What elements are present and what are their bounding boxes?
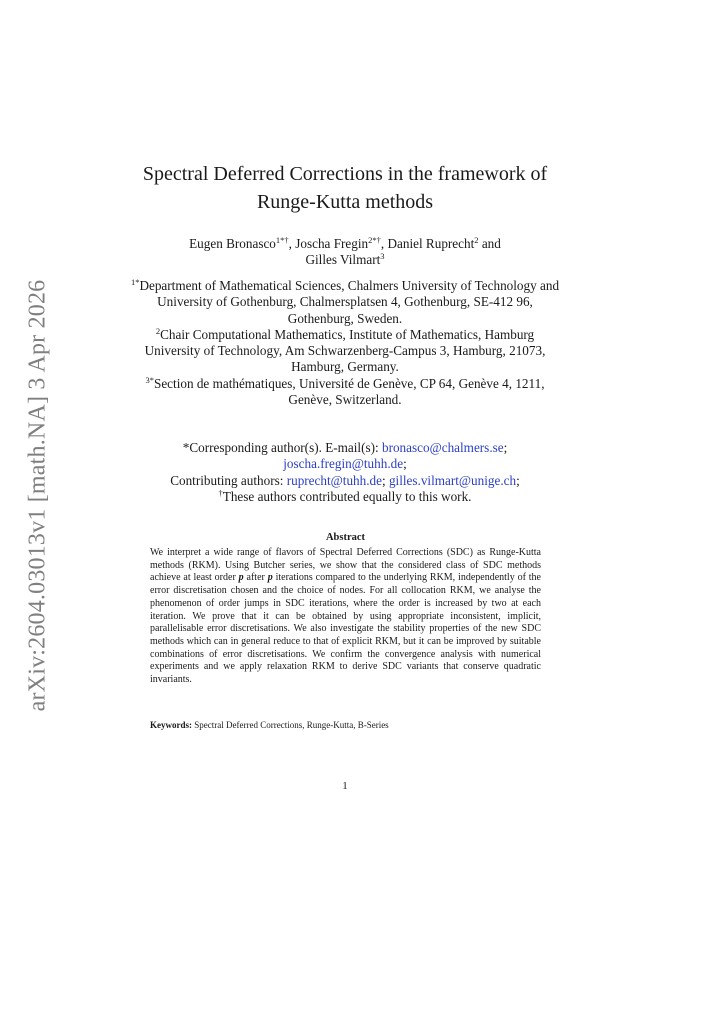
affiliation-mark: 2 <box>155 325 161 336</box>
affiliation-item <box>130 376 560 409</box>
author-name: Gilles Vilmart <box>305 252 381 268</box>
author-marks: 3 <box>380 251 385 262</box>
email-link-vilmart[interactable]: gilles.vilmart@unige.ch <box>388 472 517 488</box>
dagger-mark: † <box>218 487 223 498</box>
affiliation-text: Section de mathématiques, Université de Genève, CP 64, Genève 4, 1211, Genève, Switzerland. <box>153 375 545 408</box>
title-line-2: Runge-Kutta methods <box>256 191 434 213</box>
abstract-order-symbol: p <box>267 572 273 584</box>
affiliation-mark: 3* <box>145 374 154 385</box>
arxiv-identifier-stamp <box>18 279 58 711</box>
author-separator: and <box>478 236 501 251</box>
contact-info <box>130 440 560 505</box>
author-marks: 2 <box>474 235 479 245</box>
paper-title <box>100 160 590 216</box>
email-link-fregin[interactable]: joscha.fregin@tuhh.de <box>283 456 404 472</box>
affiliations <box>130 278 560 408</box>
affiliation-text: Department of Mathematical Sciences, Chalmers University of Technology and University of Gothenburg, Chalmersplatsen 4, Gothenburg, SE-412 96, Gothenburg, Sweden. <box>139 278 560 326</box>
author-name: Eugen Bronasco <box>189 236 276 251</box>
abstract-text: We interpret a wide range of flavors of Spectral Deferred Corrections (SDC) as Runge-Kutta methods (RKM). Using Butcher series, we show that the considered class of SDC methods achieve at least order <box>150 547 541 584</box>
author-line-1 <box>130 236 560 252</box>
author-list <box>130 236 560 269</box>
abstract-text: iterations compared to the underlying RKM, independently of the error discretisation chosen and the choice of nodes. For all collocation RKM, we analyse the phenomenon of order jumps in SDC iterations, where the order is increased by two at each iteration. We prove that it can be obtained by using appropriate inconsistent, implicit, parallelisable error discretisations. We also investigate the stability properties of the new SDC methods which can in general reduce to that of explicit RKM, but it can be improved by suitable combinations of error discretisations. We confirm the convergence analysis with numerical experiments and we apply relaxation RKM to derive SDC variants that conserve quadratic invariants. <box>150 572 541 686</box>
affiliation-item <box>130 327 560 376</box>
email-link-ruprecht[interactable]: ruprecht@tuhh.de <box>286 472 382 488</box>
email-link-bronasco[interactable]: bronasco@chalmers.se <box>381 440 504 455</box>
author-name: Daniel Ruprecht <box>387 236 475 251</box>
keywords-label: Keywords: <box>150 720 192 730</box>
equal-contribution-note <box>130 489 560 505</box>
affiliation-item <box>130 278 560 327</box>
contributing-authors: Contributing authors: ruprecht@tuhh.de; gilles.vilmart@unige.ch; <box>170 472 520 488</box>
equal-contribution-text: These authors contributed equally to this work. <box>222 488 472 504</box>
arxiv-identifier-text: arXiv:2604.03013v1 [math.NA] 3 Apr 2026 <box>24 279 51 711</box>
title-line-1: Spectral Deferred Corrections in the framework of <box>142 163 548 185</box>
affiliation-text: Chair Computational Mathematics, Institute of Mathematics, Hamburg University of Technology, Am Schwarzenberg-Campus 3, Hamburg, 21073, Hamburg, Germany. <box>144 326 546 375</box>
author-marks: 2*† <box>368 235 381 245</box>
author-name: Joscha Fregin <box>295 236 369 251</box>
abstract-order-symbol: p <box>238 572 244 584</box>
contributing-label: Contributing authors: <box>170 472 284 488</box>
author-separator: , <box>380 236 388 251</box>
abstract-heading: Abstract <box>325 532 366 543</box>
keywords-line <box>150 719 541 731</box>
abstract-text: after <box>243 572 268 584</box>
author-line-2 <box>130 252 560 268</box>
author-marks: 1*† <box>275 235 289 245</box>
corresponding-label: *Corresponding author(s). E-mail(s): <box>182 440 379 455</box>
page-number: 1 <box>342 780 348 792</box>
keywords-text: Spectral Deferred Corrections, Runge-Kutta, B-Series <box>194 720 389 730</box>
affiliation-mark: 1* <box>130 277 140 287</box>
author-separator: , <box>288 236 296 251</box>
abstract-body <box>150 547 541 687</box>
corresponding-authors: *Corresponding author(s). E-mail(s): bronasco@chalmers.se; joscha.fregin@tuhh.de; <box>182 440 508 472</box>
